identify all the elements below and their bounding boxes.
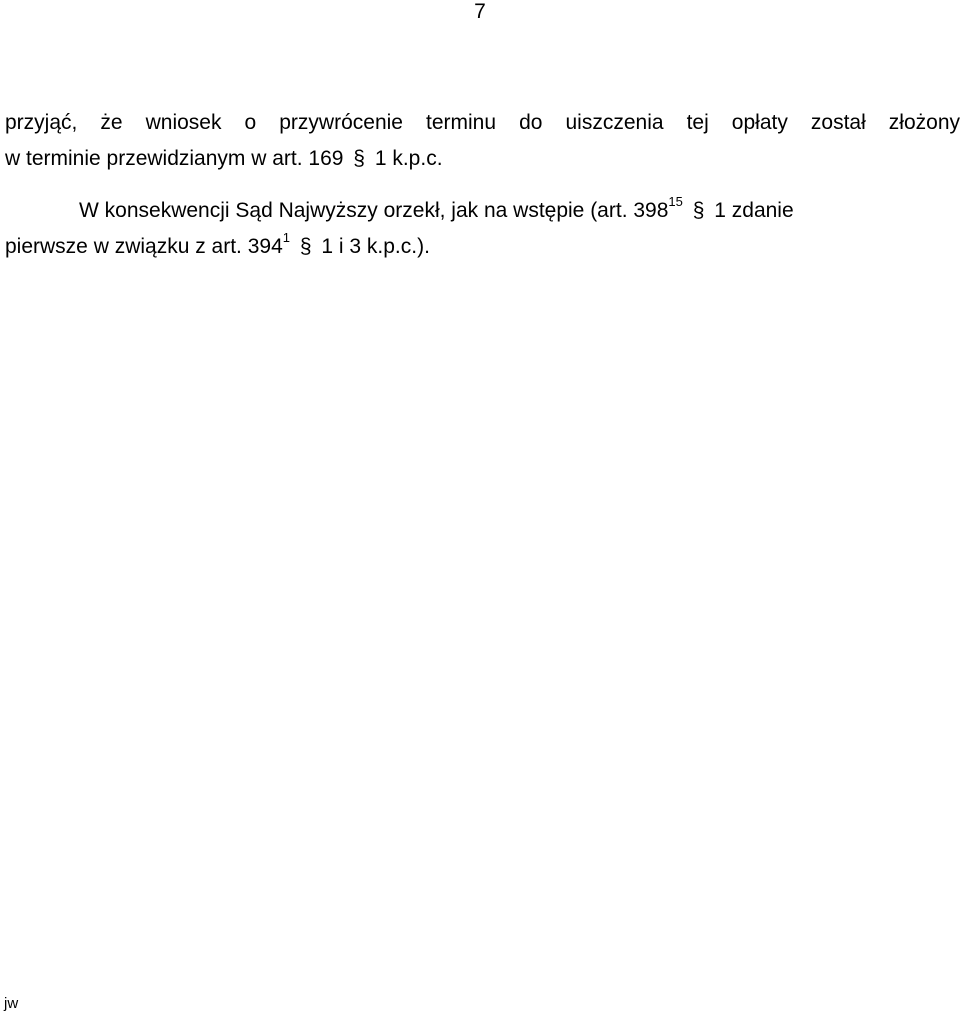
paragraph-2-line-2-text: pierwsze w związku z art. 394 <box>5 235 283 258</box>
paragraph-gap <box>5 177 960 193</box>
document-body <box>5 105 960 265</box>
superscript: 15 <box>668 194 683 209</box>
paragraph-1-line-2-text: w terminie przewidzianym w art. 169 <box>5 147 344 170</box>
paragraph-2-line-2 <box>5 229 960 265</box>
paragraph-1-line-2 <box>5 141 960 177</box>
page-number: 7 <box>474 0 486 23</box>
paragraph-1-line-1: przyjąć, że wniosek o przywrócenie terminu do uiszczenia tej opłaty został złożony <box>5 111 960 134</box>
paragraph-1-line-2-suffix: 1 k.p.c. <box>374 147 443 170</box>
section-sign: § <box>353 147 365 170</box>
paragraph-2-line-2-suffix: 1 i 3 k.p.c.). <box>321 235 430 258</box>
section-sign: § <box>299 235 312 258</box>
paragraph-2-line-1-suffix: 1 zdanie <box>714 199 794 222</box>
paragraph-2-line-1-text: W konsekwencji Sąd Najwyższy orzekł, jak na wstępie (art. 398 <box>79 199 669 222</box>
author-initials: jw <box>4 995 19 1012</box>
paragraph-1 <box>5 105 960 177</box>
superscript: 1 <box>282 230 291 245</box>
paragraph-2-line-1 <box>5 193 960 229</box>
paragraph-2 <box>5 193 960 265</box>
section-sign: § <box>692 199 705 222</box>
